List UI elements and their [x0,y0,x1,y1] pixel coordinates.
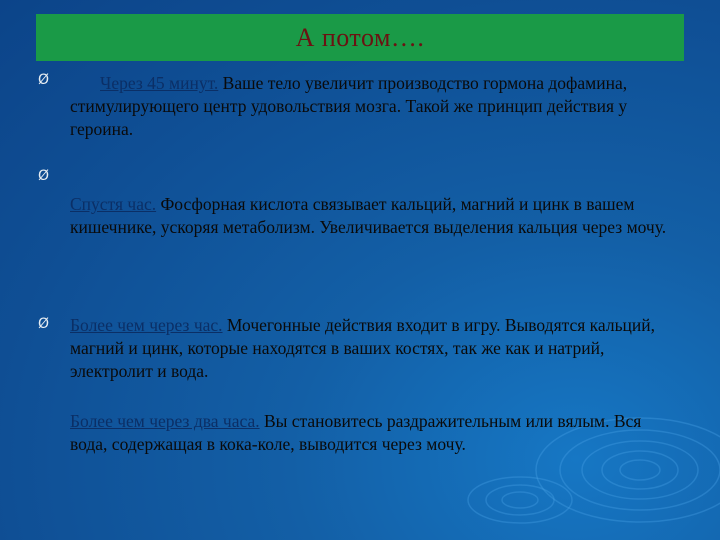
list-item [70,314,680,383]
item-lead: Спустя час. [70,194,157,214]
item-lead: Более чем через час. [70,315,223,335]
bullet-arrow-icon: Ø [38,168,50,184]
item-lead: Более чем через два часа. [70,411,260,431]
item-text: Ваше тело увеличит производство гормона дофамина, стимулирующего центр удовольствия мозга. Такой же принцип действия у героина. [70,73,628,139]
bullet-arrow-icon: Ø [38,72,50,88]
bullet-arrow-icon: Ø [38,316,50,332]
list-item [70,410,660,456]
item-text: Вы становитесь раздражительным или вялым. Вся вода, содержащая в кока-коле, выводится через мочу. [70,411,642,454]
list-item [70,193,680,239]
title-bar [36,14,684,61]
list-item [70,72,680,141]
slide-title: А потом…. [295,22,425,52]
item-lead: Через 45 минут. [100,73,219,93]
item-text: Фосфорная кислота связывает кальций, магний и цинк в вашем кишечнике, ускоряя метаболизм. Увеличивается выделения кальция через мочу. [70,194,667,237]
item-text: Мочегонные действия входит в игру. Выводятся кальций, магний и цинк, которые находятся в ваших костях, так же как и натрий, электролит и вода. [70,315,656,381]
